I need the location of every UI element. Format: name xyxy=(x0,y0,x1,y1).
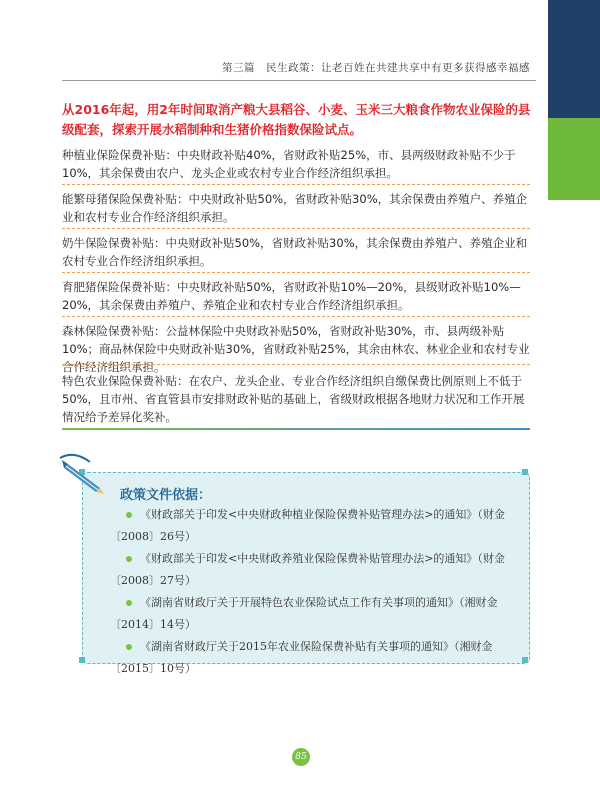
running-header: 第三篇 民生政策：让老百姓在共建共享中有更多获得感幸福感 xyxy=(222,62,530,74)
pencil-icon xyxy=(54,444,114,496)
intro-text: 从2016年起，用2年时间取消产粮大县稻谷、小麦、玉米三大粮食作物农业保险的县级配套，探索开展水稻制种和生猪价格指数保险试点。 xyxy=(62,102,531,137)
subsidy-specialty: 特色农业保险保费补贴：在农户、龙头企业、专业合作经济组织自缴保费比例原则上不低于50%，且市州、省直管县市安排财政补贴的基础上，省级财政根据各地财力状况和工作开展情况给予差异化奖补。 xyxy=(62,374,525,424)
subsidy-sow: 能繁母猪保险保费补贴：中央财政补贴50%，省财政补贴30%，其余保费由养殖户、养殖企业和农村专业合作经济组织承担。 xyxy=(62,192,528,224)
bullet-icon xyxy=(126,600,132,606)
policy-title: 政策文件依据： xyxy=(120,488,212,503)
divider xyxy=(62,184,530,185)
bullet-icon xyxy=(126,644,132,650)
side-tab-navy xyxy=(548,0,600,118)
subsidy-dairy-cow: 奶牛保险保费补贴：中央财政补贴50%，省财政补贴30%，其余保费由养殖户、养殖企业和农村专业合作经济组织承担。 xyxy=(62,236,528,268)
page-number: 85 xyxy=(292,748,310,766)
divider xyxy=(62,272,530,273)
subsidy-planting: 种植业保险保费补贴：中央财政补贴40%，省财政补贴25%，市、县两级财政补贴不少于10%，其余保费由农户、龙头企业或农村专业合作经济组织承担。 xyxy=(62,148,516,180)
box-corner xyxy=(522,657,528,663)
divider xyxy=(62,228,530,229)
header-rule xyxy=(62,80,536,81)
policy-reference: 《湖南省财政厅关于2015年农业保险保费补贴有关事项的通知》（湘财金〔2015〕10号） xyxy=(110,640,493,675)
policy-reference-list xyxy=(110,504,522,680)
subsidy-fattening-pig: 育肥猪保险保费补贴：中央财政补贴50%，省财政补贴10%—20%，县级财政补贴10%—20%，其余保费由养殖户、养殖企业和农村专业合作经济组织承担。 xyxy=(62,280,521,312)
divider xyxy=(62,316,530,317)
bullet-icon xyxy=(126,512,132,518)
section-bottom-rule xyxy=(62,428,530,430)
divider xyxy=(62,364,530,365)
side-tab-green xyxy=(548,118,600,200)
policy-reference: 《财政部关于印发<中央财政种植业保险保费补贴管理办法>的通知》（财金〔2008〕26号） xyxy=(110,508,505,543)
box-corner xyxy=(79,657,85,663)
policy-reference: 《财政部关于印发<中央财政养殖业保险保费补贴管理办法>的通知》（财金〔2008〕27号） xyxy=(110,552,505,587)
bullet-icon xyxy=(126,556,132,562)
subsidy-forest: 森林保险保费补贴：公益林保险中央财政补贴50%，省财政补贴30%，市、县两级补贴10%；商品林保险中央财政补贴30%，省财政补贴25%，其余由林农、林业企业和农村专业合作经济组织承担。 xyxy=(62,324,530,374)
box-corner xyxy=(522,469,528,475)
policy-reference: 《湖南省财政厅关于开展特色农业保险试点工作有关事项的通知》（湘财金〔2014〕14号） xyxy=(110,596,498,631)
